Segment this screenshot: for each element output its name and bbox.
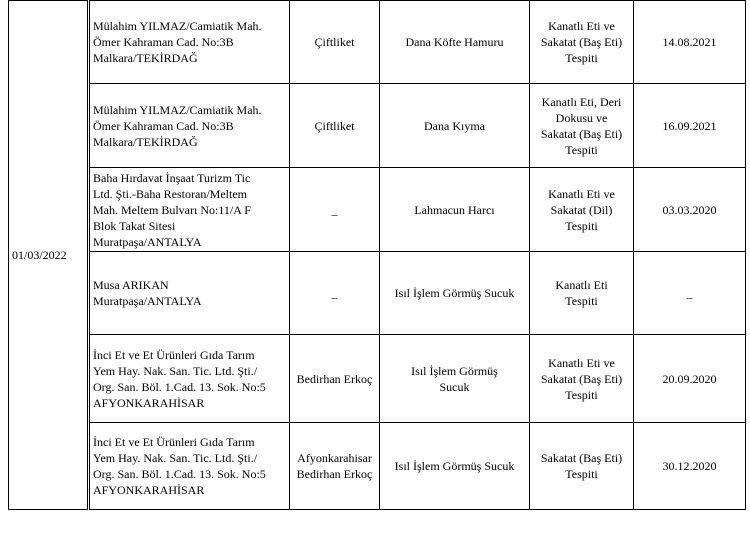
sample-date: 14.08.2021 [634,1,746,84]
finding-line: Sakatat (Dil) [550,202,613,217]
product-name [380,84,530,168]
brand-name-line: Çiftliket [314,118,355,133]
brand-name-line: _ [331,286,338,300]
finding [530,335,634,423]
company-address-line: Muratpaşa/ANTALYA [93,234,202,249]
company-address-line: Malkara/TEKİRDAĞ [93,51,198,65]
table-row [9,168,746,252]
decision-date: 01/03/2022 [9,1,89,510]
product-name-line: Isıl İşlem Görmüş [411,363,498,378]
company-address-line: Org. San. Böl. 1.Cad. 13. Sok. No:5 [93,467,266,481]
sample-date: 30.12.2020 [634,423,746,510]
finding-line: Sakatat (Baş Eti) [540,35,623,49]
company-address-line: Malkara/TEKİRDAĞ [93,134,198,149]
finding-line: Tespiti [565,387,598,402]
sample-date: 16.09.2021 [634,84,746,168]
company-address-line: AFYONKARAHİSAR [93,483,205,497]
finding-line: Kanatlı Eti ve [548,355,615,370]
product-name-line: Isıl İşlem Görmüş Sucuk [394,286,515,300]
finding-line: Tespiti [565,142,598,157]
brand-name-line: Bedirhan Erkoç [296,467,373,481]
product-name [380,1,530,84]
company-address-line: Yem Hay. Nak. San. Tic. Ltd. Şti./ [93,363,258,378]
finding-line: Kanatlı Eti ve [548,19,615,33]
company-address-line: Blok Takat Sitesi [93,218,176,233]
brand-name [290,335,380,423]
company-address [89,168,290,252]
company-address-line: Yem Hay. Nak. San. Tic. Ltd. Şti./ [93,451,258,465]
company-address-line: Ömer Kahraman Cad. No:3B [93,35,234,49]
brand-name [290,84,380,168]
company-address [89,1,290,84]
sample-date: 03.03.2020 [634,168,746,252]
product-name-line: Lahmacun Harcı [414,202,495,217]
product-name [380,423,530,510]
brand-name-line: Afyonkarahisar [297,451,372,465]
finding [530,423,634,510]
findings-table [8,0,746,510]
brand-name [290,252,380,335]
document-page [8,0,745,518]
product-name [380,168,530,252]
brand-name-line: Çiftliket [314,35,355,49]
brand-name [290,1,380,84]
table-row [9,335,746,423]
sample-date: _ [634,252,746,335]
finding-line: Tespiti [565,294,598,308]
company-address-line: Org. San. Böl. 1.Cad. 13. Sok. No:5 [93,379,266,394]
table-row [9,84,746,168]
company-address-line: Mülahim YILMAZ/Camiatik Mah. [93,102,262,117]
sample-date: 20.09.2020 [634,335,746,423]
company-address-line: AFYONKARAHİSAR [93,395,205,410]
company-address [89,335,290,423]
finding-line: Kanatlı Eti ve [548,186,615,201]
company-address-line: Mah. Meltem Bulvarı No:11/A F [93,202,251,217]
product-name [380,335,530,423]
table-row [9,423,746,510]
company-address-line: Muratpaşa/ANTALYA [93,294,202,308]
finding-line: Kanatlı Eti [555,278,608,292]
company-address-line: Musa ARIKAN [93,278,169,292]
company-address [89,84,290,168]
table-row [9,252,746,335]
company-address-line: Mülahim YILMAZ/Camiatik Mah. [93,19,262,33]
company-address-line: Ltd. Şti.-Baha Restoran/Meltem [93,186,247,201]
company-address-line: İnci Et ve Et Ürünleri Gıda Tarım [93,347,255,362]
product-name-line: Sucuk [439,379,470,394]
finding-line: Sakatat (Baş Eti) [540,371,623,386]
brand-name-line: _ [331,202,338,217]
finding-line: Tespiti [565,467,598,481]
company-address [89,252,290,335]
finding-line: Kanatlı Eti, Deri [541,94,622,109]
table-row [9,1,746,84]
finding-line: Sakatat (Baş Eti) [540,126,623,141]
finding [530,252,634,335]
finding [530,1,634,84]
finding [530,84,634,168]
finding-line: Tespiti [565,51,598,65]
brand-name-line: Bedirhan Erkoç [296,371,373,386]
company-address-line: Ömer Kahraman Cad. No:3B [93,118,234,133]
company-address-line: Baha Hırdavat İnşaat Turizm Tic [93,170,251,185]
finding-line: Sakatat (Baş Eti) [540,451,623,465]
finding-line: Dokusu ve [555,110,608,125]
finding [530,168,634,252]
brand-name [290,423,380,510]
company-address [89,423,290,510]
product-name-line: Dana Köfte Hamuru [405,35,504,49]
product-name-line: Isıl İşlem Görmüş Sucuk [394,459,515,473]
finding-line: Tespiti [565,218,598,233]
product-name [380,252,530,335]
brand-name [290,168,380,252]
product-name-line: Dana Kıyma [424,118,485,133]
company-address-line: İnci Et ve Et Ürünleri Gıda Tarım [93,435,255,449]
